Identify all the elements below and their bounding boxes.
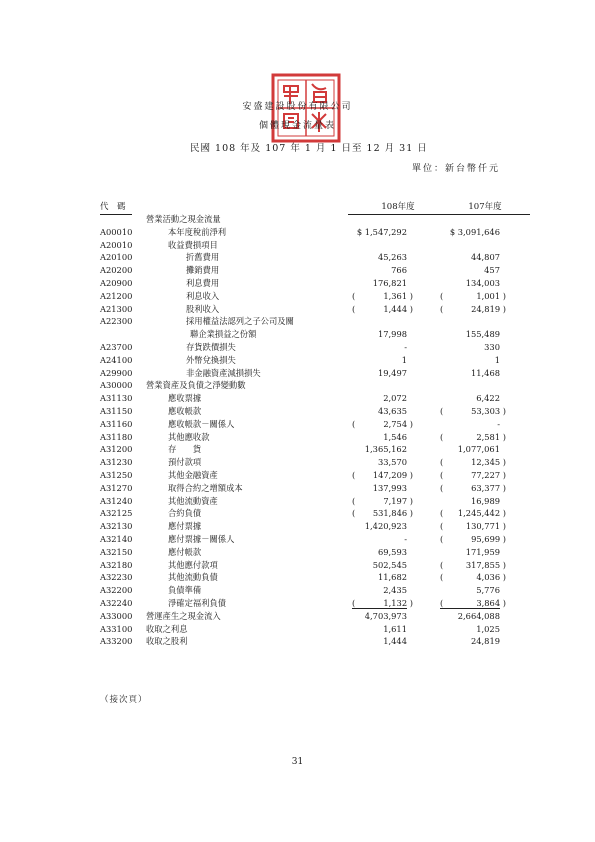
row-code: A22300: [100, 316, 133, 327]
value-108: 1,420,923: [364, 521, 407, 532]
value-107: 330: [484, 341, 500, 352]
table-row: [0, 456, 595, 469]
row-code: A20200: [100, 265, 133, 276]
value-107: 317,855 ): [465, 559, 506, 570]
row-code: A32230: [100, 572, 133, 583]
row-description: 營業資產及負債之淨變動數: [146, 380, 246, 391]
row-description: 聯企業損益之份額: [190, 329, 257, 340]
row-code: A31200: [100, 444, 133, 455]
paren-open: (: [440, 457, 444, 468]
table-row: [0, 443, 595, 456]
underline: [352, 608, 407, 609]
row-description: 負債準備: [168, 585, 202, 596]
row-code: A20100: [100, 252, 133, 263]
statement-period: 民國 108 年及 107 年 1 月 1 日至 12 月 31 日: [190, 143, 428, 154]
row-code: A21200: [100, 290, 133, 301]
paren-open: (: [440, 482, 444, 493]
row-code: A32140: [100, 533, 133, 544]
table-row: [0, 239, 595, 252]
value-107: 171,959: [465, 546, 500, 557]
table-row: [0, 290, 595, 303]
table-row: [0, 379, 595, 392]
value-108: 7,197 ): [383, 495, 413, 506]
table-row: [0, 469, 595, 482]
table-row: [0, 277, 595, 290]
value-108: 176,821: [372, 277, 407, 288]
table-row: [0, 495, 595, 508]
value-108: 43,635: [377, 405, 407, 416]
value-107: 95,699 ): [471, 533, 506, 544]
value-107: 24,819 ): [471, 303, 506, 314]
value-108: 33,570: [377, 457, 407, 468]
row-description: 合約負債: [168, 508, 202, 519]
row-description: 收益費損項目: [168, 239, 218, 250]
column-header-108: 108年度: [348, 200, 448, 215]
row-code: A32150: [100, 546, 133, 557]
value-108: 19,497: [377, 367, 407, 378]
table-row: [0, 584, 595, 597]
row-code: A32240: [100, 597, 133, 608]
table-row: [0, 546, 595, 559]
value-108: 1,611: [383, 623, 407, 634]
paren-open: (: [440, 290, 444, 301]
value-107: 12,345 ): [471, 457, 506, 468]
table-row: [0, 264, 595, 277]
paren-open: (: [352, 508, 356, 519]
row-code: A31150: [100, 405, 133, 416]
row-description: 存貨跌價損失: [186, 341, 236, 352]
row-code: A29900: [100, 367, 133, 378]
value-107: 11,468: [470, 367, 500, 378]
row-description: 折舊費用: [186, 252, 220, 263]
company-name: 安盛建設股份有限公司: [242, 102, 353, 112]
currency-unit: 單位：新台幣仟元: [412, 164, 501, 174]
table-row: [0, 303, 595, 316]
row-description: 存 貨: [168, 444, 202, 455]
paren-open: (: [440, 559, 444, 570]
table-row: [0, 623, 595, 636]
value-108: 1,361 ): [383, 290, 413, 301]
value-108: 1,365,162: [364, 444, 407, 455]
column-header-code: 代 碼: [100, 202, 126, 212]
paren-open: (: [440, 405, 444, 416]
row-description: 應收帳款: [168, 405, 202, 416]
underline: [440, 608, 500, 609]
row-description: 預付款項: [168, 457, 202, 468]
value-107: 2,664,088: [457, 610, 500, 621]
row-code: A32125: [100, 508, 133, 519]
value-108: -: [404, 533, 407, 544]
paren-open: (: [440, 597, 444, 608]
value-108: 17,998: [377, 329, 407, 340]
row-description: 非金融資產減損損失: [186, 367, 261, 378]
statement-title: 個體現金流量表: [258, 121, 336, 131]
table-row: [0, 226, 595, 239]
row-code: A32130: [100, 521, 133, 532]
paren-open: (: [352, 303, 356, 314]
row-code: A00010: [100, 226, 133, 237]
table-row: [0, 251, 595, 264]
paren-open: (: [440, 303, 444, 314]
table-row: [0, 507, 595, 520]
row-description: 營運產生之現金流入: [146, 610, 221, 621]
row-description: 應付帳款: [168, 546, 202, 557]
paren-open: (: [440, 572, 444, 583]
value-108: 1,444: [383, 636, 407, 647]
row-description: 收取之股利: [146, 636, 188, 647]
row-description: 其他流動資產: [168, 495, 218, 506]
value-108: 2,754 ): [383, 418, 413, 429]
paren-open: (: [352, 290, 356, 301]
value-108: 502,545: [372, 559, 407, 570]
row-code: A32180: [100, 559, 133, 570]
value-108: 531,846 ): [372, 508, 413, 519]
value-107: 134,003: [465, 277, 500, 288]
value-108: 766: [391, 265, 407, 276]
row-code: A31240: [100, 495, 133, 506]
row-code: A31270: [100, 482, 133, 493]
paren-open: (: [440, 431, 444, 442]
row-code: A31130: [100, 393, 133, 404]
paren-open: (: [440, 521, 444, 532]
page-number: 31: [291, 757, 304, 767]
value-107: 1,245,442 ): [457, 508, 506, 519]
row-description: 外幣兌換損失: [186, 354, 236, 365]
value-107: 457: [484, 265, 500, 276]
table-row: [0, 533, 595, 546]
paren-open: (: [352, 597, 356, 608]
value-108: $ 1,547,292: [356, 226, 407, 237]
table-row: [0, 367, 595, 380]
table-row: [0, 213, 595, 226]
row-code: A31180: [100, 431, 133, 442]
row-description: 取得合約之增額成本: [168, 482, 243, 493]
row-description: 應收票據: [168, 393, 202, 404]
value-107: 4,036 ): [476, 572, 506, 583]
table-row: [0, 520, 595, 533]
table-row: [0, 597, 595, 610]
value-108: 45,263: [377, 252, 407, 263]
value-107: $ 3,091,646: [449, 226, 500, 237]
value-107: 3,864 ): [476, 597, 506, 608]
value-107: 77,227 ): [471, 469, 506, 480]
value-108: 2,435: [383, 585, 407, 596]
row-code: A30000: [100, 380, 133, 391]
paren-open: (: [440, 469, 444, 480]
row-code: A33100: [100, 623, 133, 634]
row-description: 股利收入: [186, 303, 220, 314]
value-108: 1,444 ): [383, 303, 413, 314]
value-108: 11,682: [377, 572, 407, 583]
row-code: A20010: [100, 239, 133, 250]
row-code: A32200: [100, 585, 133, 596]
row-description: 攤銷費用: [186, 265, 220, 276]
value-107: 44,807: [470, 252, 500, 263]
paren-open: (: [352, 469, 356, 480]
row-description: 其他金融資產: [168, 469, 218, 480]
value-108: -: [404, 341, 407, 352]
value-107: 5,776: [476, 585, 500, 596]
row-description: 收取之利息: [146, 623, 188, 634]
value-108: 4,703,973: [364, 610, 407, 621]
value-108: 1: [401, 354, 407, 365]
row-code: A23700: [100, 341, 133, 352]
row-code: A33000: [100, 610, 133, 621]
row-description: 其他應付款項: [168, 559, 218, 570]
value-107: 6,422: [476, 393, 500, 404]
table-row: [0, 418, 595, 431]
table-row: [0, 354, 595, 367]
paren-open: (: [352, 495, 356, 506]
value-107: 2,581 ): [476, 431, 506, 442]
row-description: 其他流動負債: [168, 572, 218, 583]
value-107: 1,025: [476, 623, 500, 634]
table-row: [0, 482, 595, 495]
table-row: [0, 610, 595, 623]
row-code: A31250: [100, 469, 133, 480]
paren-open: (: [440, 533, 444, 544]
value-107: 130,771 ): [465, 521, 506, 532]
table-row: [0, 559, 595, 572]
value-108: 2,072: [383, 393, 407, 404]
row-description: 利息收入: [186, 290, 220, 301]
value-108: 69,593: [377, 546, 407, 557]
row-description: 應收帳款－關係人: [168, 418, 235, 429]
row-code: A33200: [100, 636, 133, 647]
column-header-107-label: 107年度: [440, 200, 530, 215]
table-row: [0, 571, 595, 584]
paren-open: (: [440, 508, 444, 519]
table-row: [0, 431, 595, 444]
row-code: A31230: [100, 457, 133, 468]
continued-note: （接次頁）: [100, 695, 148, 705]
row-code: A24100: [100, 354, 133, 365]
value-108: 1,546: [383, 431, 407, 442]
value-108: 137,993: [372, 482, 407, 493]
value-107: -: [497, 418, 500, 429]
value-107: 24,819: [470, 636, 500, 647]
value-108: 1,132 ): [383, 597, 413, 608]
value-107: 1,077,061: [457, 444, 500, 455]
row-description: 營業活動之現金流量: [146, 214, 221, 224]
row-description: 其他應收款: [168, 431, 210, 442]
paren-open: (: [352, 418, 356, 429]
table-row: [0, 635, 595, 648]
value-107: 1,001 ): [476, 290, 506, 301]
row-description: 淨確定福利負債: [168, 597, 227, 608]
table-row: [0, 341, 595, 354]
row-description: 應付票據－關係人: [168, 533, 235, 544]
table-row: [0, 392, 595, 405]
row-description: 本年度稅前淨利: [168, 226, 227, 237]
row-description: 採用權益法認列之子公司及關: [186, 316, 294, 327]
value-107: 63,377 ): [471, 482, 506, 493]
value-107: 16,989: [470, 495, 500, 506]
value-107: 53,303 ): [471, 405, 506, 416]
table-row: [0, 328, 595, 341]
table-row: [0, 405, 595, 418]
row-code: A20900: [100, 277, 133, 288]
row-description: 應付票據: [168, 521, 202, 532]
value-107: 155,489: [465, 329, 500, 340]
row-description: 利息費用: [186, 277, 220, 288]
value-108: 147,209 ): [372, 469, 413, 480]
row-code: A21300: [100, 303, 133, 314]
row-code: A31160: [100, 418, 133, 429]
value-107: 1: [494, 354, 500, 365]
cash-flow-table: [0, 213, 595, 648]
table-row: [0, 315, 595, 328]
